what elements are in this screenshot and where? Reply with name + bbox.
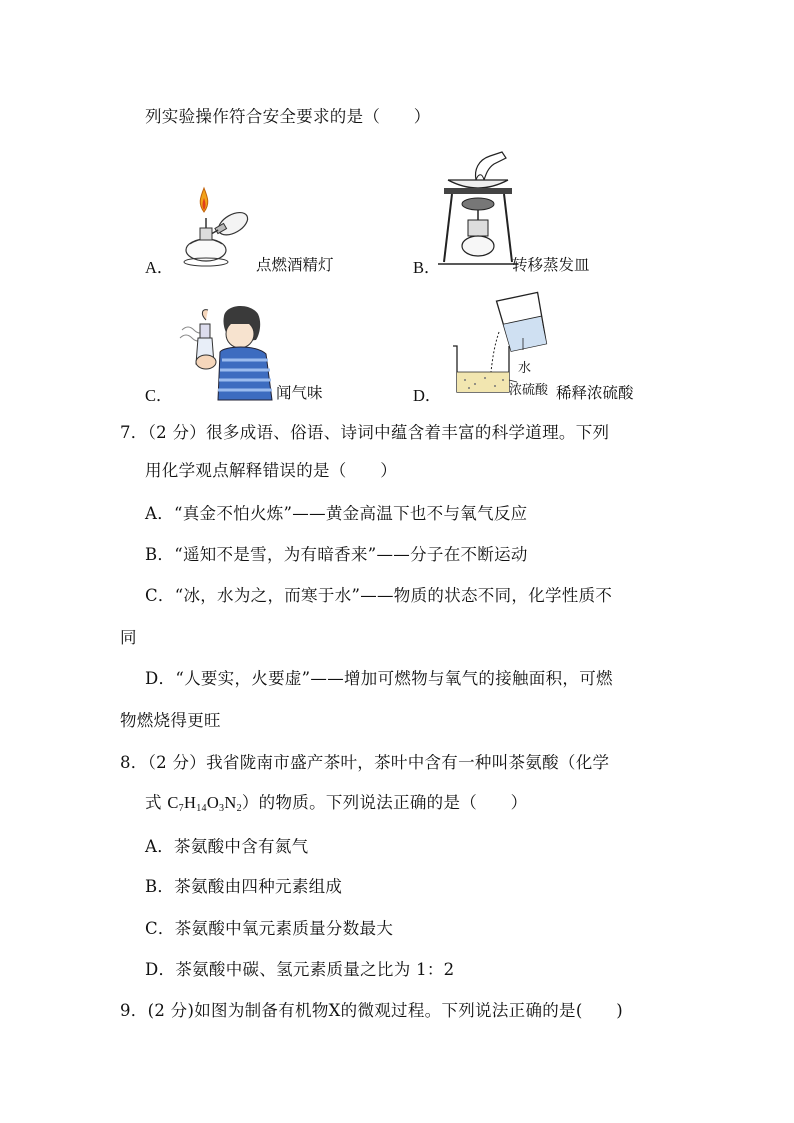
q8-stem-line2: 式 $C_7H_{14}O_3N_2$）的物质。下列说法正确的是（ ） — [145, 793, 528, 814]
q7-option-c: C．“冰，水为之，而寒于水”——物质的状态不同，化学性质不 — [145, 586, 613, 605]
q7-option-d: D．“人要实，火要虚”——增加可燃物与氧气的接触面积，可燃 — [145, 669, 613, 688]
q6-option-a-letter: A． — [145, 258, 174, 277]
chemical-formula: $C_7H_{14}O_3N_2$ — [167, 793, 242, 814]
q8-option-d: D．茶氨酸中碳、氢元素质量之比为 1：2 — [145, 960, 455, 979]
q6-option-b-caption: 转移蒸发皿 — [512, 256, 590, 274]
q9-stem-line1: 9．(2 分)如图为制备有机物X的微观过程。下列说法正确的是( ) — [120, 1001, 623, 1020]
evaporating-dish-illustration — [438, 150, 518, 270]
q7-stem-line2: 用化学观点解释错误的是（ ） — [145, 461, 397, 480]
q7-option-c-cont: 同 — [120, 628, 137, 647]
q6-option-d-letter: D． — [413, 386, 442, 405]
water-label: 水 — [518, 361, 532, 376]
q6-option-b-letter: B． — [413, 258, 441, 277]
lamp-lighting-illustration — [180, 186, 260, 270]
q8-option-a: A．茶氨酸中含有氮气 — [145, 837, 309, 856]
q6-option-a-caption: 点燃酒精灯 — [256, 256, 334, 274]
q7-option-a: A．“真金不怕火炼”——黄金高温下也不与氧气反应 — [145, 504, 528, 523]
q8-stem-line1: 8．（2 分）我省陇南市盛产茶叶，茶叶中含有一种叫茶氨酸（化学 — [120, 753, 610, 772]
q8-option-b: B．茶氨酸由四种元素组成 — [145, 877, 343, 896]
q8-option-c: C．茶氨酸中氧元素质量分数最大 — [145, 919, 394, 938]
q6-stem: 列实验操作符合安全要求的是（ ） — [145, 107, 431, 126]
q7-stem-line1: 7．（2 分）很多成语、俗语、诗词中蕴含着丰富的科学道理。下列 — [120, 423, 610, 442]
smelling-gas-illustration — [176, 300, 276, 400]
q6-option-d-caption: 稀释浓硫酸 — [556, 384, 634, 402]
q7-option-b: B．“遥知不是雪，为有暗香来”——分子在不断运动 — [145, 545, 528, 564]
acid-label: 浓硫酸 — [509, 383, 549, 398]
q7-option-d-cont: 物燃烧得更旺 — [120, 711, 221, 730]
q6-option-c-caption: 闻气味 — [276, 384, 323, 402]
q6-option-c-letter: C． — [145, 386, 173, 405]
